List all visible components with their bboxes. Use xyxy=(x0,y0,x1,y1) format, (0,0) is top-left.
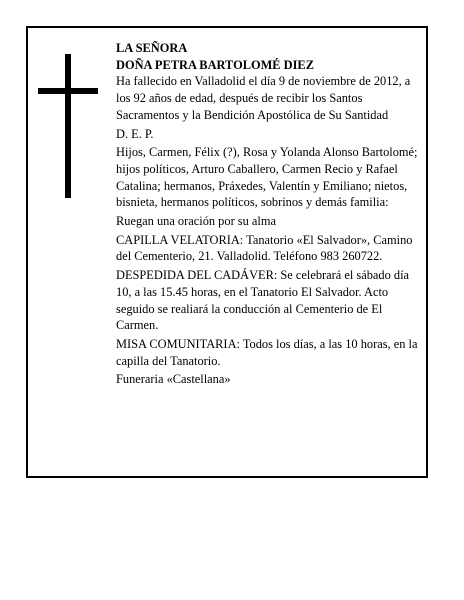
rest-in-peace: D. E. P. xyxy=(116,126,154,141)
family-members: Hijos, Carmen, Félix (?), Rosa y Yolanda Alonso Bartolomé; hijos políticos, Arturo Caballero, Carmen Recio y Rafael Catalina; hermanos, Práxedes, Valentín y Emiliano; nietos, bisnieta, hermanos políticos, sobrinos y demás familia: xyxy=(116,145,418,210)
deceased-name: DOÑA PETRA BARTOLOMÉ DIEZ xyxy=(116,57,314,72)
obituary-notice xyxy=(26,26,428,478)
funeral-home: Funeraria «Castellana» xyxy=(116,372,231,387)
death-announcement: Ha fallecido en Valladolid el día 9 de noviembre de 2012, a los 92 años de edad, después de recibir los Santos Sacramentos y la Bendición Apostólica de Su Santidad xyxy=(116,74,411,122)
prayer-request: Ruegan una oración por su alma xyxy=(116,214,276,229)
mass-info: MISA COMUNITARIA: Todos los días, a las 10 horas, en la capilla del Tanatorio. xyxy=(116,336,418,368)
farewell-info: DESPEDIDA DEL CADÁVER: Se celebrará el sábado día 10, a las 15.45 horas, en el Tanatorio El Salvador. Acto seguido se realiará la conducción al Cementerio de El Carmen. xyxy=(116,268,410,333)
cross-horizontal-bar xyxy=(38,88,98,94)
cross-vertical-bar xyxy=(65,54,71,198)
notice-text xyxy=(116,40,422,390)
notice-title: LA SEÑORA xyxy=(116,41,188,55)
latin-cross-icon xyxy=(38,54,98,198)
wake-chapel-info: CAPILLA VELATORIA: Tanatorio «El Salvador», Camino del Cementerio, 21. Valladolid. Teléfono 983 260722. xyxy=(116,232,413,264)
